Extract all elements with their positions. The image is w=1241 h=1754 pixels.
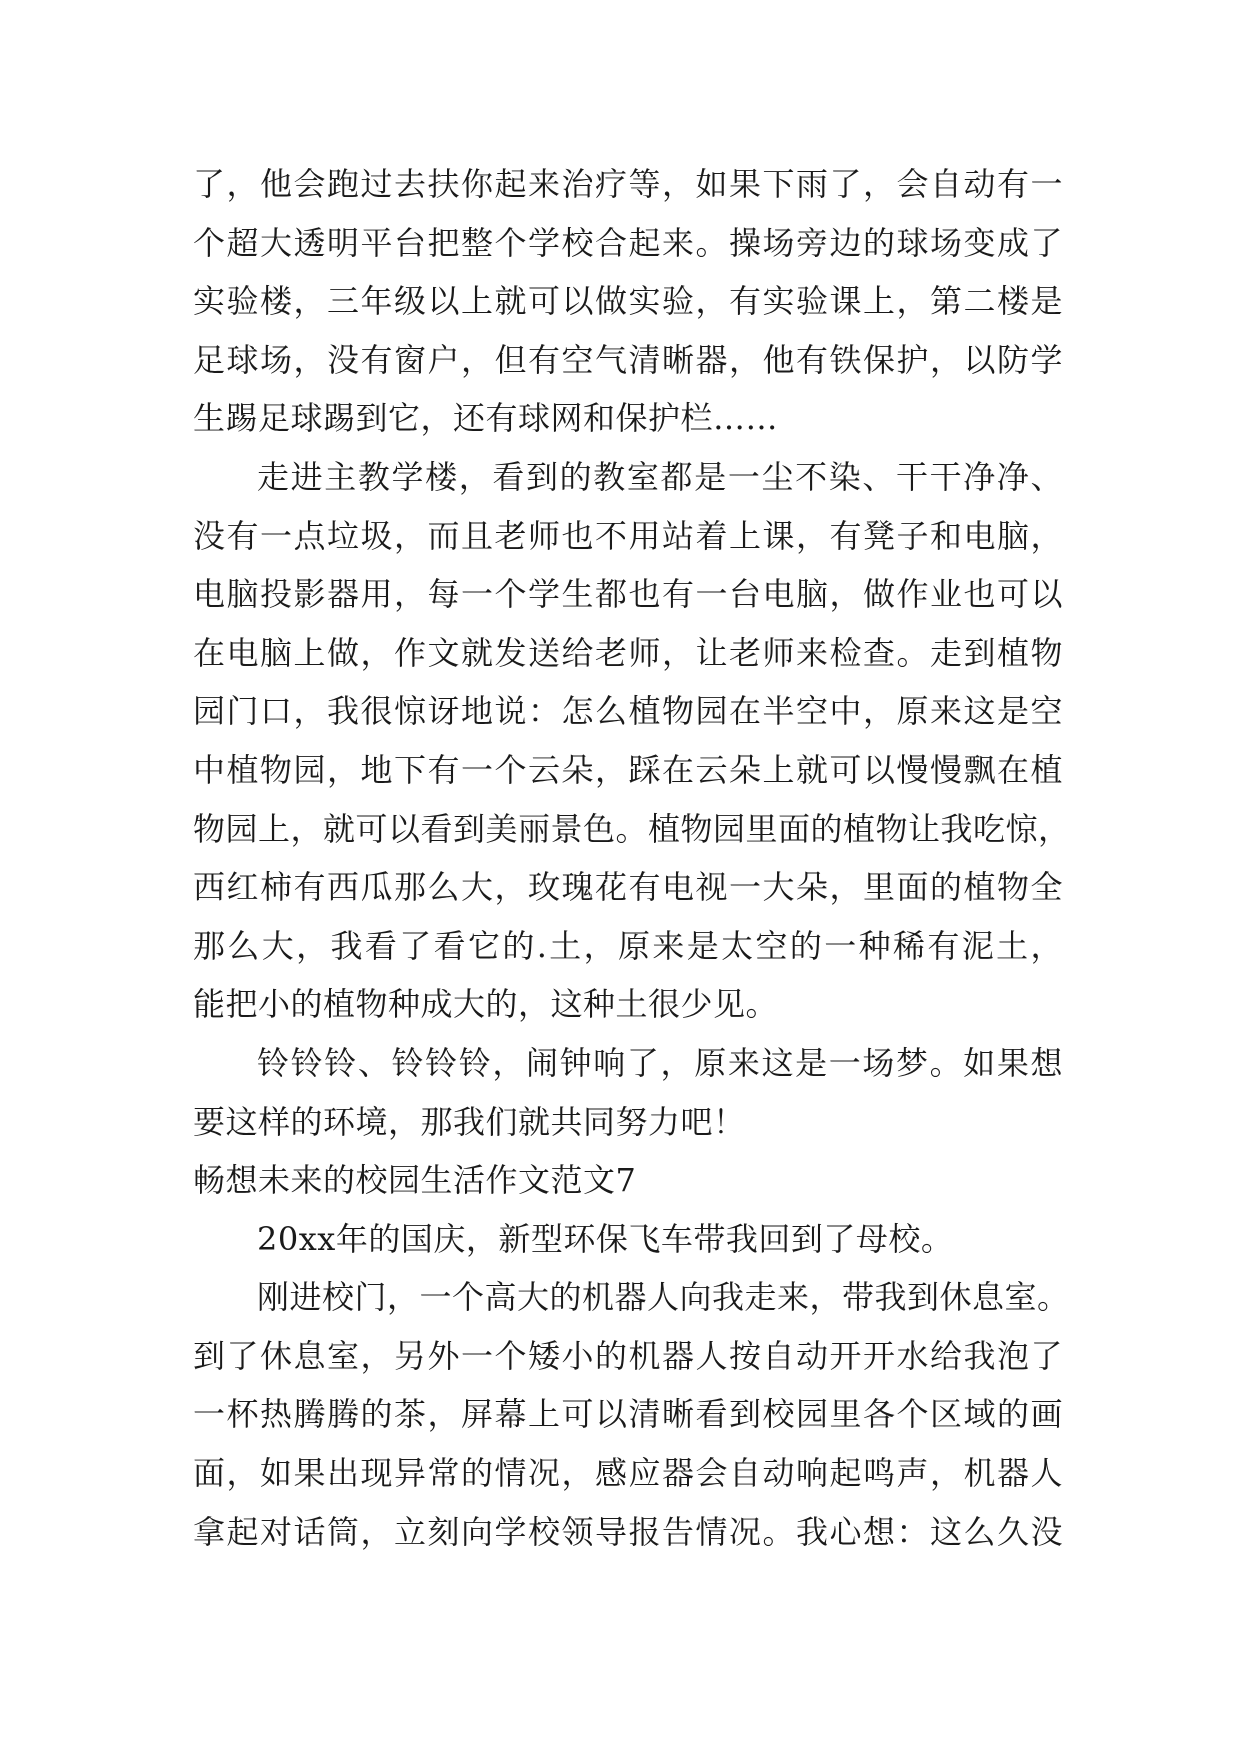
- text-line: 生踢足球踢到它，还有球网和保护栏……: [193, 399, 779, 438]
- text-line: 实验楼，三年级以上就可以做实验，有实验课上，第二楼是: [193, 282, 1063, 321]
- text-line: 面，如果出现异常的情况，感应器会自动响起鸣声，机器人: [193, 1454, 1063, 1493]
- text-line: 到了休息室，另外一个矮小的机器人按自动开开水给我泡了: [193, 1336, 1063, 1375]
- text-line: 了，他会跑过去扶你起来治疗等，如果下雨了，会自动有一: [193, 165, 1063, 203]
- document-body: [193, 155, 1071, 1561]
- paragraph-start-line: 走进主教学楼，看到的教室都是一尘不染、干干净净、: [257, 457, 1063, 496]
- text-line: 个超大透明平台把整个学校合起来。操场旁边的球场变成了: [193, 223, 1063, 262]
- text-line: 物园上，就可以看到美丽景色。植物园里面的植物让我吃惊，: [193, 809, 1071, 848]
- text-line: 一杯热腾腾的茶，屏幕上可以清晰看到校园里各个区域的画: [193, 1395, 1063, 1434]
- text-line: 中植物园，地下有一个云朵，踩在云朵上就可以慢慢飘在植: [193, 750, 1063, 789]
- text-line: 电脑投影器用，每一个学生都也有一台电脑，做作业也可以: [193, 575, 1063, 614]
- text-line: 要这样的环境，那我们就共同努力吧！: [193, 1102, 746, 1141]
- text-line: 拿起对话筒，立刻向学校领导报告情况。我心想：这么久没: [193, 1512, 1063, 1551]
- text-line: 园门口，我很惊讶地说：怎么植物园在半空中，原来这是空: [193, 692, 1063, 731]
- paragraph-start-line: 20xx年的国庆，新型环保飞车带我回到了母校。: [257, 1219, 954, 1258]
- text-line: 那么大，我看了看它的.土，原来是太空的一种稀有泥土，: [193, 926, 1063, 965]
- text-line: 足球场，没有窗户，但有空气清晰器，他有铁保护，以防学: [193, 340, 1063, 379]
- text-line: 在电脑上做，作文就发送给老师，让老师来检查。走到植物: [193, 633, 1063, 672]
- paragraph-start-line: 铃铃铃、铃铃铃，闹钟响了，原来这是一场梦。如果想: [257, 1043, 1063, 1082]
- section-heading: 畅想未来的校园生活作文范文7: [193, 1161, 637, 1200]
- text-line: 西红柿有西瓜那么大，玫瑰花有电视一大朵，里面的植物全: [193, 868, 1063, 907]
- text-line: 能把小的植物种成大的，这种土很少见。: [193, 985, 779, 1024]
- paragraph-start-line: 刚进校门，一个高大的机器人向我走来，带我到休息室。: [257, 1278, 1070, 1317]
- text-line: 没有一点垃圾，而且老师也不用站着上课，有凳子和电脑，: [193, 516, 1063, 555]
